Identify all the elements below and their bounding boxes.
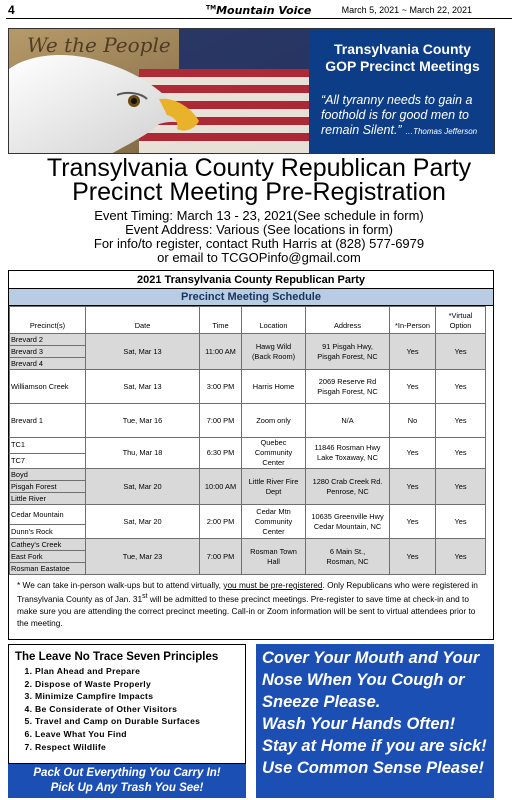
date-cell: Sat, Mar 20 — [86, 469, 200, 505]
health-line: Nose When You Cough or — [262, 671, 465, 689]
time-cell: 7:00 PM — [200, 539, 242, 575]
col-date: Date — [86, 307, 200, 334]
virtual-cell: Yes — [436, 505, 486, 539]
precinct-cell: Boyd — [10, 469, 86, 481]
table-row — [10, 469, 486, 481]
schedule-title: 2021 Transylvania County Republican Party — [9, 271, 493, 289]
health-line: Use Common Sense Please! — [262, 759, 484, 777]
flag-script-text: We the People — [27, 33, 171, 57]
in-person-cell: Yes — [390, 370, 436, 404]
pack-line2: Pick Up Any Trash You See! — [50, 782, 204, 794]
contact-email: or email to TCGOPinfo@gmail.com — [157, 250, 361, 265]
schedule-subtitle: Precinct Meeting Schedule — [9, 289, 493, 306]
quote-text: “All tyranny needs to gain a foothold is for good men to remain Silent.” — [321, 93, 473, 137]
table-row — [10, 370, 486, 404]
in-person-cell: Yes — [390, 469, 436, 505]
precinct-cell: Brevard 3 — [10, 346, 86, 358]
precinct-cell: Brevard 2 — [10, 334, 86, 346]
col-location: Location — [242, 307, 306, 334]
masthead-title: Mountain Voice — [216, 4, 312, 17]
registration-headline — [0, 156, 518, 265]
col-address: Address — [306, 307, 390, 334]
date-cell: Thu, Mar 18 — [86, 438, 200, 469]
time-cell: 10:00 AM — [200, 469, 242, 505]
virtual-cell: Yes — [436, 469, 486, 505]
lnt-principles-list — [15, 665, 239, 753]
address-cell: 10635 Greenville Hwy Cedar Mountain, NC — [306, 505, 390, 539]
virtual-cell: Yes — [436, 539, 486, 575]
col-time: Time — [200, 307, 242, 334]
virtual-cell: Yes — [436, 334, 486, 370]
location-cell: Little River Fire Dept — [242, 469, 306, 505]
banner-title-line2: GOP Precinct Meetings — [325, 58, 480, 74]
time-cell: 6:30 PM — [200, 438, 242, 469]
jefferson-quote — [315, 93, 490, 139]
precinct-cell: Pisgah Forest — [10, 481, 86, 493]
date-cell: Tue, Mar 16 — [86, 404, 200, 438]
lnt-title: The Leave No Trace Seven Principles — [15, 651, 219, 663]
in-person-cell: No — [390, 404, 436, 438]
date-cell: Sat, Mar 13 — [86, 334, 200, 370]
date-cell: Sat, Mar 13 — [86, 370, 200, 404]
precinct-cell: Williamson Creek — [10, 370, 86, 404]
headline-line1: Transylvania County Republican Party — [46, 154, 472, 182]
table-row — [10, 539, 486, 551]
time-cell: 7:00 PM — [200, 404, 242, 438]
time-cell: 2:00 PM — [200, 505, 242, 539]
table-row — [10, 438, 486, 454]
health-line: Wash Your Hands Often! — [262, 715, 456, 733]
list-item: 5. Travel and Camp on Durable Surfaces — [35, 715, 239, 728]
registration-note: * We can take in-person walk-ups but to attend virtually, you must be pre-registered. Only Republicans who were registered in Transylvania County as of Jan. 31st will be admitted to these precinct meetings. Pre-register to save time at check-in and to make sure you are attending the correct precinct meeting. Call-in or Zoom information will be sent to virtual attendees prior to the meeting. — [17, 580, 478, 628]
table-header-row — [10, 307, 486, 334]
time-cell: 3:00 PM — [200, 370, 242, 404]
masthead-tm: TM — [206, 4, 217, 12]
gop-banner — [8, 28, 495, 154]
banner-text-panel — [309, 29, 495, 154]
address-cell: 91 Pisgah Hwy, Pisgah Forest, NC — [306, 334, 390, 370]
address-cell: 11846 Rosman Hwy Lake Toxaway, NC — [306, 438, 390, 469]
location-cell: Zoom only — [242, 404, 306, 438]
table-row — [10, 404, 486, 438]
precinct-cell: Rosman Eastatoe — [10, 563, 86, 575]
virtual-cell: Yes — [436, 370, 486, 404]
list-item: 3. Minimize Campfire Impacts — [35, 690, 239, 703]
contact-info: For info/to register, contact Ruth Harris at (828) 577-6979 — [93, 236, 425, 251]
precinct-cell: East Fork — [10, 551, 86, 563]
location-cell: Rosman Town Hall — [242, 539, 306, 575]
in-person-cell: Yes — [390, 334, 436, 370]
pack-line1: Pack Out Everything You Carry In! — [33, 767, 221, 779]
page-header — [6, 3, 512, 19]
in-person-cell: Yes — [390, 438, 436, 469]
list-item: 7. Respect Wildlife — [35, 741, 239, 754]
precinct-cell: Brevard 1 — [10, 404, 86, 438]
list-item: 6. Leave What You Find — [35, 728, 239, 741]
date-cell: Tue, Mar 23 — [86, 539, 200, 575]
pre-registered-emphasis: you must be pre-registered — [223, 580, 323, 590]
location-cell: Quebec Community Center — [242, 438, 306, 469]
table-row — [10, 334, 486, 346]
virtual-cell: Yes — [436, 404, 486, 438]
in-person-cell: Yes — [390, 505, 436, 539]
location-cell: Cedar Mtn Community Center — [242, 505, 306, 539]
precinct-cell: Cathey's Creek — [10, 539, 86, 551]
precinct-cell: Cedar Mountain — [10, 505, 86, 525]
in-person-cell: Yes — [390, 539, 436, 575]
masthead — [206, 4, 311, 17]
list-item: 2. Dispose of Waste Properly — [35, 678, 239, 691]
precinct-cell: Brevard 4 — [10, 358, 86, 370]
table-row — [10, 505, 486, 525]
col-in-person: *In-Person — [390, 307, 436, 334]
quote-author: …Thomas Jefferson — [405, 127, 478, 136]
leave-no-trace-box — [8, 644, 246, 764]
date-cell: Sat, Mar 20 — [86, 505, 200, 539]
location-cell: Harris Home — [242, 370, 306, 404]
flag-eagle-image — [9, 29, 309, 154]
location-cell: Hawg Wild (Back Room) — [242, 334, 306, 370]
address-cell: 6 Main St., Rosman, NC — [306, 539, 390, 575]
col-precinct: Precinct(s) — [10, 307, 86, 334]
health-line: Cover Your Mouth and Your — [262, 649, 480, 667]
precinct-schedule — [8, 270, 494, 640]
page-number: 4 — [8, 3, 15, 17]
schedule-table — [9, 306, 486, 575]
event-timing: Event Timing: March 13 - 23, 2021(See schedule in form) — [94, 208, 424, 223]
pack-out-banner — [8, 764, 246, 798]
address-cell: 1280 Crab Creek Rd. Penrose, NC — [306, 469, 390, 505]
health-notice — [256, 644, 494, 798]
precinct-cell: Little River — [10, 493, 86, 505]
virtual-cell: Yes — [436, 438, 486, 469]
health-line: Sneeze Please. — [262, 693, 381, 711]
event-address: Event Address: Various (See locations in form) — [125, 222, 393, 237]
headline-line2: Precinct Meeting Pre-Registration — [72, 178, 446, 206]
banner-title-line1: Transylvania County — [334, 41, 471, 57]
address-cell: 2069 Reserve Rd Pisgah Forest, NC — [306, 370, 390, 404]
col-virtual: *Virtual Option — [436, 307, 486, 334]
list-item: 4. Be Considerate of Other Visitors — [35, 703, 239, 716]
time-cell: 11:00 AM — [200, 334, 242, 370]
address-cell: N/A — [306, 404, 390, 438]
health-line: Stay at Home if you are sick! — [262, 737, 487, 755]
precinct-cell: Dunn's Rock — [10, 525, 86, 539]
precinct-cell: TC7 — [10, 453, 86, 469]
precinct-cell: TC1 — [10, 438, 86, 454]
issue-date: March 5, 2021 ~ March 22, 2021 — [341, 5, 472, 15]
list-item: 1. Plan Ahead and Prepare — [35, 665, 239, 678]
